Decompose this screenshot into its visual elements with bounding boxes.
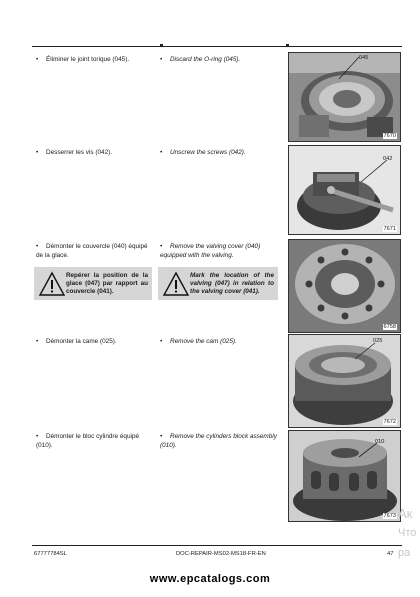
step-5-photo-number: 7673 xyxy=(383,513,396,519)
watermark-side-line-3: ра xyxy=(398,547,411,559)
header-dot xyxy=(160,44,163,47)
step-1-fr: • Éliminer le joint torique (045). xyxy=(36,56,130,63)
step-1-photo-number: 7670 xyxy=(383,133,396,139)
header-rule xyxy=(32,46,402,47)
step-5-en: • Remove the cylinders block assembly (010). xyxy=(160,433,277,449)
header-dot xyxy=(286,44,289,47)
step-4-photo-number: 7672 xyxy=(383,419,396,425)
step-5-fr: • Démonter le bloc cylindre équipé (010). xyxy=(36,433,140,449)
step-3-photo xyxy=(288,239,401,333)
warning-text-en: Mark the location of the valving (047) in relation to the valving cover (041). xyxy=(190,271,274,295)
step-4-fr: • Démonter la came (025). xyxy=(36,338,117,345)
watermark-side-line-2: Что xyxy=(398,527,417,539)
step-1-callout: 045 xyxy=(359,55,369,61)
step-2-photo-number: 7671 xyxy=(383,226,396,232)
warning-box-fr xyxy=(34,267,152,300)
step-4-callout: 025 xyxy=(373,338,383,344)
step-2-photo xyxy=(288,145,401,235)
watermark-site: www.epcatalogs.com xyxy=(149,573,271,585)
step-5-callout: 010 xyxy=(375,439,385,445)
step-5-photo xyxy=(288,430,401,522)
step-2-callout: 042 xyxy=(383,156,393,162)
step-4-en: • Remove the cam (025). xyxy=(160,338,237,345)
step-1-photo xyxy=(288,52,401,142)
step-3-fr: • Démonter le couvercle (040) équipé de la glace. xyxy=(36,243,148,259)
step-1-en: • Discard the O-ring (045). xyxy=(160,56,241,63)
warning-triangle-icon xyxy=(162,271,190,297)
watermark-side-line-1: Ак xyxy=(398,506,413,521)
warning-box-en xyxy=(158,267,278,300)
footer-doc-number: 67777784SL xyxy=(34,551,67,557)
step-3-photo-number: 6758 xyxy=(383,324,396,330)
step-3-en: • Remove the valving cover (040) equipped with the valving. xyxy=(160,243,261,259)
warning-triangle-icon xyxy=(38,271,66,297)
step-4-photo xyxy=(288,334,401,428)
step-2-en: • Unscrew the screws (042). xyxy=(160,149,246,156)
footer-doc-code: DOC-REPAIR-MS02-MS18-FR-EN xyxy=(176,551,266,557)
step-2-fr: • Desserrer les vis (042). xyxy=(36,149,113,156)
warning-text-fr: Repérer la position de la glace (047) par rapport au couvercle (041). xyxy=(66,271,148,295)
footer-page-number: 47 xyxy=(387,551,394,557)
footer-rule xyxy=(32,545,402,546)
